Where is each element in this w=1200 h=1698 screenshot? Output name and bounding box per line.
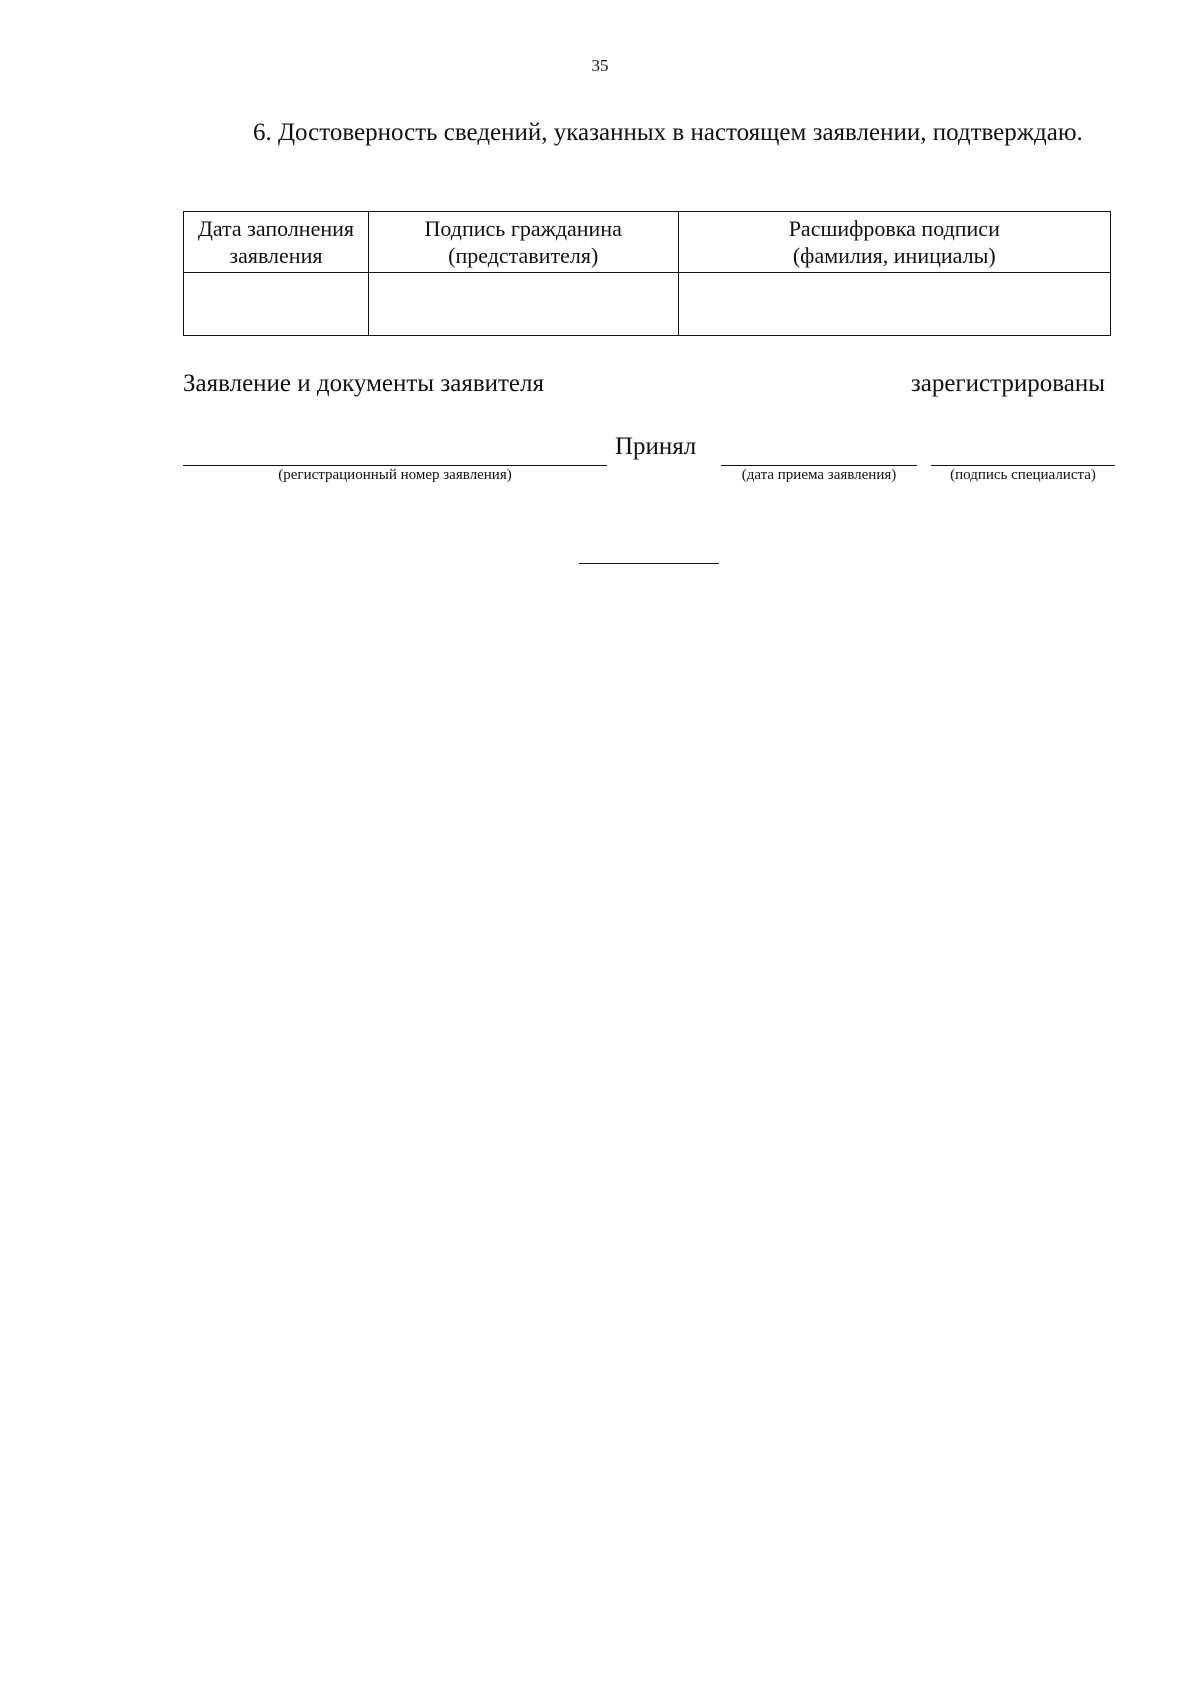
specialist-signature-caption: (подпись специалиста) [950, 467, 1096, 483]
confirmation-paragraph: 6. Достоверность сведений, указанных в настоящем заявлении, подтверждаю. [253, 119, 1083, 146]
header-signature-decoding [678, 212, 1110, 273]
header-signature-decoding-line1: Расшифровка подписи [788, 216, 1000, 241]
page-number: 35 [591, 56, 609, 75]
header-fill-date-line1: Дата заполнения [197, 216, 355, 241]
table-row [184, 273, 1111, 336]
header-citizen-signature-line1: Подпись гражданина [424, 216, 622, 241]
date-line[interactable] [721, 465, 917, 466]
end-divider [579, 563, 719, 564]
header-citizen-signature [368, 212, 678, 273]
accepted-label: Принял [615, 433, 697, 460]
reg-number-line[interactable] [183, 465, 607, 466]
fill-date-cell[interactable] [184, 273, 369, 336]
registration-text-left: Заявление и документы заявителя [183, 370, 544, 397]
registration-text-right: зарегистрированы [910, 370, 1105, 397]
signature-decoding-cell[interactable] [678, 273, 1110, 336]
citizen-signature-cell[interactable] [368, 273, 678, 336]
header-fill-date-line2: заявления [229, 243, 323, 268]
header-fill-date [184, 212, 369, 273]
specialist-signature-line[interactable] [931, 465, 1115, 466]
table-header-row [184, 212, 1111, 273]
date-caption: (дата приема заявления) [741, 467, 897, 483]
header-signature-decoding-line2: (фамилия, инициалы) [792, 243, 996, 268]
signature-table [183, 211, 1111, 336]
header-citizen-signature-line2: (представителя) [448, 243, 599, 268]
reg-number-caption: (регистрационный номер заявления) [278, 467, 512, 483]
